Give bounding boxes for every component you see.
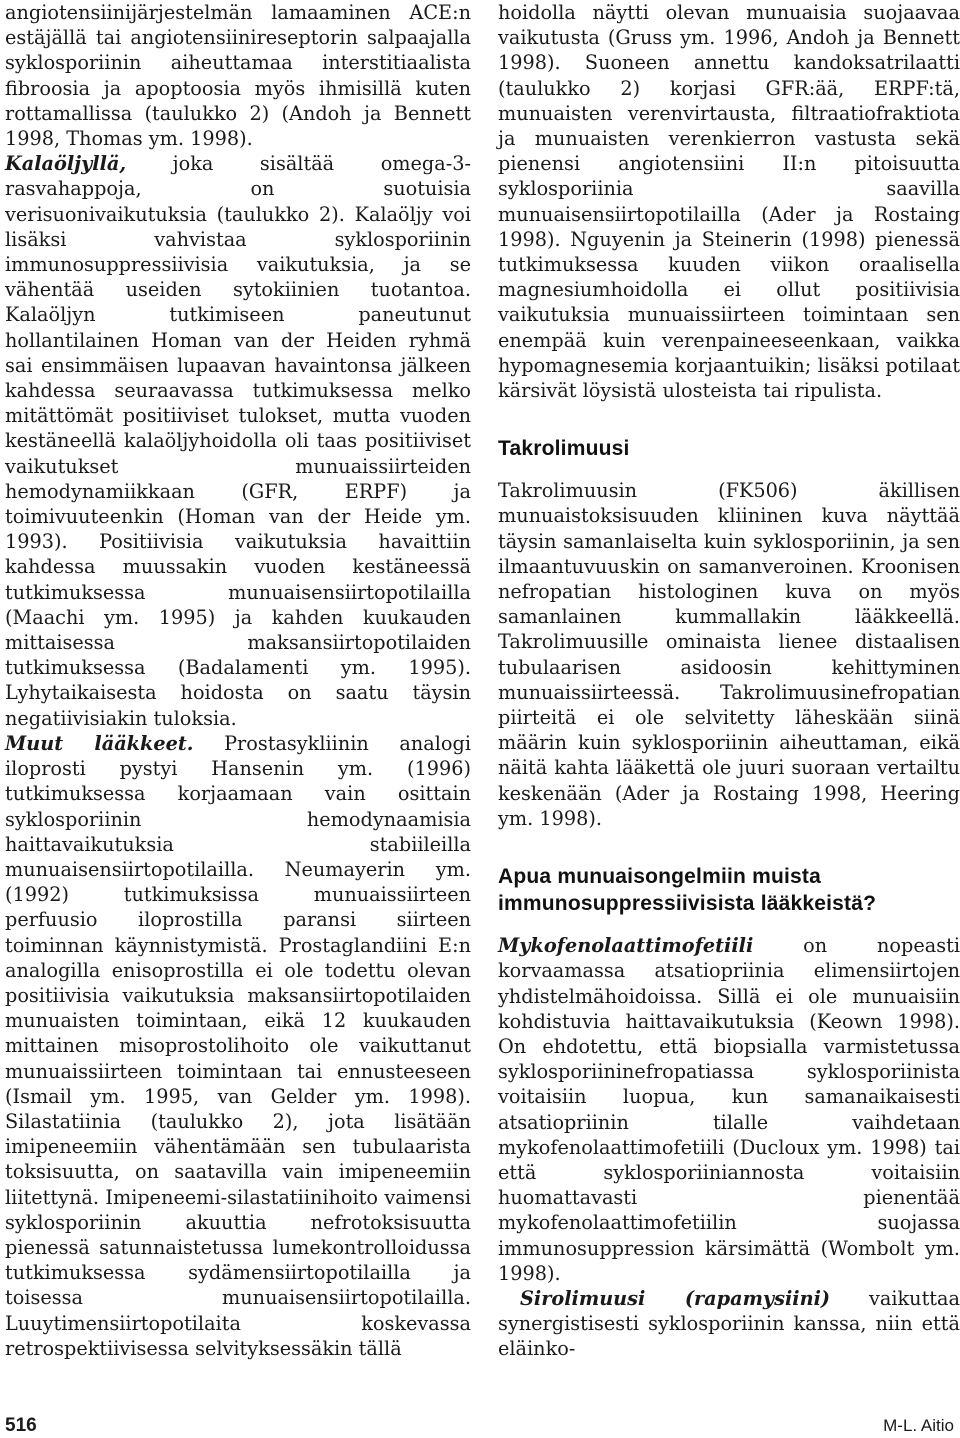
paragraph-other-drugs [5, 731, 471, 1361]
lead-fish-oil: Kalaöljyllä, [5, 152, 127, 176]
paragraph-fish-oil [5, 151, 471, 731]
lead-mycophenolate: Mykofenolaattimofetiili [498, 934, 754, 958]
body-other-drugs: Prostasykliinin analogi iloprosti pystyi Hansenin ym. (1996) tutkimuksessa korjaamaan vain osittain syklosporiinin hemodynaamisia haittavaikutuksia stabiileilla munuaisensiirtopotilailla. Neumayerin ym. (1992) tutkimuksissa munuaissiirteen perfuusio iloprostilla paransi siirteen toiminnan käynnistymistä. Prostaglandiini E:n analogilla enisoprostilla ei ole todettu olevan positiivisia vaikutuksia maksansiirtopotilaiden munuaisten toimintaan, eikä 12 kuukauden mittainen misoprostolihoito ole vaikuttanut munuaissiirteen toimintaan tai ennusteeseen (Ismail ym. 1995, van Gelder ym. 1998). Silastatiinia (taulukko 2), jota lisätään imipeneemiin vähentämään sen tubulaarista toksisuutta, on saatavilla vain imipeneemiin liitettynä. Imipeneemi-silastatiinihoito vaimensi syklosporiinin akuuttia nefrotoksisuutta pienessä satunnaistetussa lumekontrolloidussa tutkimuksessa sydämensiirtopotilailla ja toisessa munuaisensiirtopotilailla. Luuytimensiirtopotilaita koskevassa retrospektiivisessa selvityksessäkin tällä [5, 731, 471, 1360]
right-column [498, 0, 960, 1362]
paragraph-mycophenolate [498, 933, 960, 1286]
page-footer [0, 1414, 960, 1438]
paragraph-tacrolimus: Takrolimuusin (FK506) äkillisen munuaistoksisuuden kliininen kuva näyttää täysin samanlaiselta kuin syklosporiinin, ja sen ilmaantuvuuskin on samanveroinen. Kroonisen nefropatian histologinen kuva on myös samanlainen kummallakin lääkkeellä. Takrolimuusille ominaista lienee distaalisen tubulaarisen asidoosin kehittyminen munuaissiirteessä. Takrolimuusinefropatian piirteitä ei ole selvitetty läheskään siinä määrin kuin syklosporiinin aiheuttaman, eikä näitä kahta lääkettä ole juuri suoraan vertailtu keskenään (Ader ja Rostaing 1998, Heering ym. 1998). [498, 479, 960, 830]
page-number: 516 [5, 1415, 37, 1436]
lead-other-drugs: Muut lääkkeet. [5, 731, 194, 755]
body-sirolimus: vaikuttaa synergistisesti syklosporiinin kanssa, niin että eläinko- [498, 1286, 960, 1361]
paragraph-candoxatrilat: hoidolla näytti olevan munuaisia suojaavaa vaikutusta (Gruss ym. 1996, Andoh ja Bennett 1998). Suoneen annettu kandoksatrilaatti (taulukko 2) korjasi GFR:ää, ERPF:tä, munuaisten verenvirtausta, filtraatiofraktiota ja munuaisten verenkierron vastusta sekä pienensi angiotensiini II:n pitoisuutta syklosporiinia saavilla munuaisensiirtopotilailla (Ader ja Rostaing 1998). Nguyenin ja Steinerin (1998) pienessä tutkimuksessa kuuden viikon oraalisella magnesiumhoidolla ei ollut positiivisia vaikutuksia munuaissiirteen toimintaan sen enempää kuin verenpaineeseenkaan, vaikka hypomagnesemia korjaantuikin; lisäksi potilaat kärsivät löysistä ulosteista tai ripulista. [498, 1, 960, 403]
section-heading-other-immunosuppressants [498, 863, 960, 917]
body-fish-oil: joka sisältää omega-3-rasvahappoja, on suotuisia verisuonivaikutuksia (taulukko 2). Kalaöljy voi lisäksi vahvistaa syklosporiinin immunosuppressiivisia vaikutuksia, ja se vähentää useiden sytokiinien tuotantoa. Kalaöljyn tutkimiseen paneutunut hollantilainen Homan van der Heiden ryhmä sai ensimmäisen lupaavan havaintonsa jälkeen kahdessa seuraavassa tutkimuksessa melko mitättömät positiiviset tulokset, mutta vuoden kestäneellä kalaöljyhoidolla oli taas positiiviset vaikutukset munuaissiirteiden hemodynamiikkaan (GFR, ERPF) ja toimivuuteenkin (Homan van der Heide ym. 1993). Positiivisia vaikutuksia havaittiin kahdessa muussakin vuoden kestäneessä tutkimuksessa munuaisensiirtopotilailla (Maachi ym. 1995) ja kahden kuukauden mittaisessa maksansiirtopotilaiden tutkimuksessa (Badalamenti ym. 1995). Lyhytaikaisesta hoidosta on saatu täysin negatiivisiakin tuloksia. [5, 152, 471, 730]
lead-sirolimus: Sirolimuusi (rapamysiini) [520, 1286, 830, 1310]
section-heading-tacrolimus: Takrolimuusi [498, 437, 630, 461]
heading-line-1: Apua munuaisongelmiin muista [498, 865, 821, 889]
left-column [5, 0, 471, 1361]
body-mycophenolate: on nopeasti korvaamassa atsatiopriinia elimensiirtojen yhdistelmähoidoissa. Sillä ei ole munuaisiin kohdistuvia haittavaikutuksia (Keown 1998). On ehdotettu, että biopsialla varmistetussa syklosporiininefropatiassa syklosporiinista voitaisiin luopua, kun samanaikaisesti atsatiopriinin tilalle vaihdetaan mykofenolaattimofetiili (Ducloux ym. 1998) tai että syklosporiiniannosta voitaisiin huomattavasti pienentää mykofenolaattimofetiilin suojassa immunosuppression kärsimättä (Wombolt ym. 1998). [498, 934, 960, 1285]
running-author: M-L. Aitio [883, 1416, 954, 1435]
paragraph-ace-inhibition: angiotensiinijärjestelmän lamaaminen ACE:n estäjällä tai angiotensiinireseptorin salpaajalla syklosporiinin aiheuttamaa interstitiaalista fibroosia ja apoptoosia myös ihmisillä kuten rottamallissa (taulukko 2) (Andoh ja Bennett 1998, Thomas ym. 1998). [5, 1, 471, 151]
paragraph-sirolimus [498, 1286, 960, 1362]
heading-line-2: immunosuppressiivisista lääkkeistä? [498, 892, 877, 916]
